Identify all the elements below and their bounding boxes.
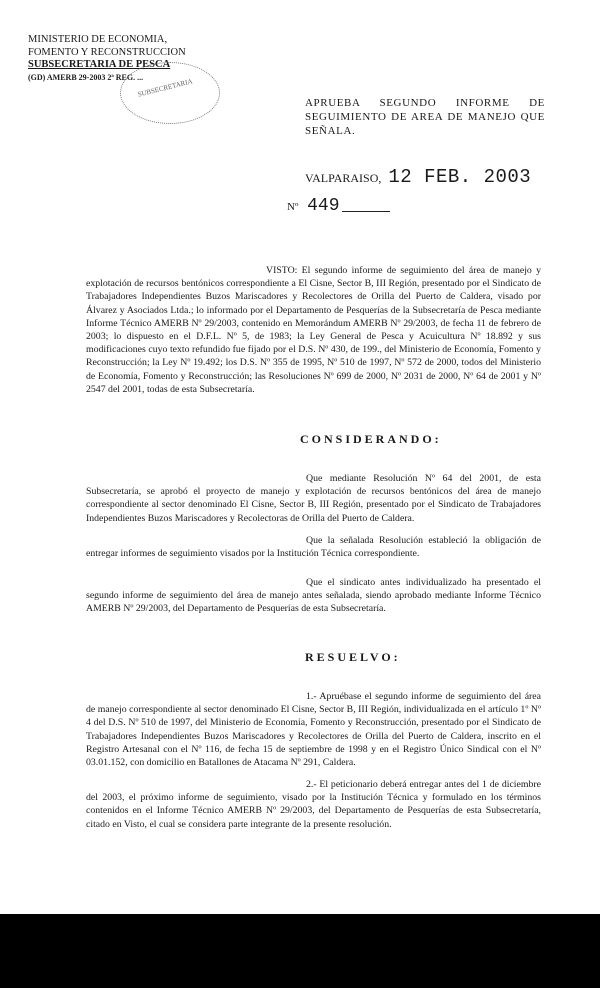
reference-code: (GD) AMERB 29-2003 2ª REG. ...: [28, 72, 144, 82]
place: VALPARAISO,: [305, 171, 382, 185]
considerando-paragraph-2: Que la señalada Resolución estableció la obligación de entregar informes de seguimiento visados por la Institución Técnica correspondiente.: [86, 535, 541, 560]
considerando-paragraph-3: Que el sindicato antes individualizado ha presentado el segundo informe de seguimiento del área de manejo antes señalada, siendo aprobado mediante Informe Técnico AMERB Nº 29/2003, del Departamento de Pesquerías de esta Subsecretaría.: [86, 577, 541, 615]
visto-paragraph: [86, 264, 541, 396]
stamped-date: 12 FEB. 2003: [388, 166, 532, 188]
resolution-number-line: [287, 196, 390, 216]
dateline: [305, 166, 531, 188]
resolution-number: 449: [307, 196, 340, 216]
number-prefix: Nº: [287, 201, 299, 213]
resuelvo-heading: RESUELVO:: [305, 650, 401, 664]
ministry-line: FOMENTO Y RECONSTRUCCION: [28, 46, 186, 58]
considerando-heading: CONSIDERANDO:: [300, 432, 442, 446]
considerando-paragraph-1: Que mediante Resolución Nº 64 del 2001, de esta Subsecretaría, se aprobó el proyecto de manejo y explotación de recursos bentónicos del área de manejo correspondiente al sector denominado El Cisne, Sector B, III Región, presentado por el Sindicato de Trabajadores Independientes Buzos Mariscadores y Recolectoras de Orilla del Puerto de Caldera.: [86, 473, 541, 524]
visto-text: VISTO: El segundo informe de seguimiento del área de manejo y explotación de recursos bentónicos correspondiente a El Cisne, Sector B, III Región, presentado por el Sindicato de Trabajadores Independientes Buzos Mariscadores y Recolectores de Orilla del Puerto de Caldera, visado por Álvarez y Asociados Ltda.; lo informado por el Departamento de Pesquerías de la Subsecretaría de Pesca mediante Informe Técnico AMERB Nº 29/2003, contenido en Memorándum AMERB Nº 29/2003, de fecha 11 de febrero de 2003; lo dispuesto en el D.F.L. Nº 5, de 1983; la Ley General de Pesca y Acuicultura Nº 18.892 y sus modificaciones cuyo texto refundido fue fijado por el D.S. Nº 430, de 199., del Ministerio de Economía, Fomento y Reconstrucción; la Ley Nº 19.492; los D.S. Nº 355 de 1995, Nº 510 de 1997, Nº 572 de 2000, todos del Ministerio de Economía, Fomento y Reconstrucción; las Resoluciones Nº 699 de 2000, Nº 2031 de 2000, Nº 64 de 2001 y Nº 2547 del 2001, todas de esta Subsecretaría.: [86, 265, 541, 395]
resuelvo-paragraph-2: 2.- El peticionario deberá entregar antes del 1 de diciembre del 2003, el próximo informe de seguimiento, visado por la Institución Técnica y formulado en los términos contenidos en el Informe Técnico AMERB Nº 29/2003, del Departamento de Pesquerías de esta Subsecretaría, citado en Visto, el cual se considera parte integrante de la presente resolución.: [86, 779, 541, 830]
resuelvo-paragraph-1: 1.- Apruébase el segundo informe de seguimiento del área de manejo correspondiente al sector denominado El Cisne, Sector B, III Región, individualizada en el artículo 1º Nº 4 del D.S. Nº 510 de 1997, del Ministerio de Economía, Fomento y Reconstrucción, presentado por el Sindicato de Trabajadores Independientes Buzos Mariscadores y Recolectores de Orilla del Puerto de Caldera, inscrito en el Registro Artesanal con el Nº 116, de fecha 15 de septiembre de 1998 y en el Registro Único Sindical con el Nº 03.01.152, con domicilio en Batallones de Atacama Nº 291, Caldera.: [86, 691, 541, 769]
document-subject: APRUEBA SEGUNDO INFORME DE SEGUIMIENTO DE AREA DE MANEJO QUE SEÑALA.: [305, 97, 545, 137]
seal-text: SUBSECRETARIA: [136, 77, 194, 99]
subsecretaria-line: SUBSECRETARIA DE PESCA: [28, 59, 171, 70]
scan-border: [0, 914, 600, 988]
ministry-line: MINISTERIO DE ECONOMIA,: [28, 34, 168, 45]
number-rule: [342, 211, 390, 212]
official-seal: [120, 62, 220, 124]
